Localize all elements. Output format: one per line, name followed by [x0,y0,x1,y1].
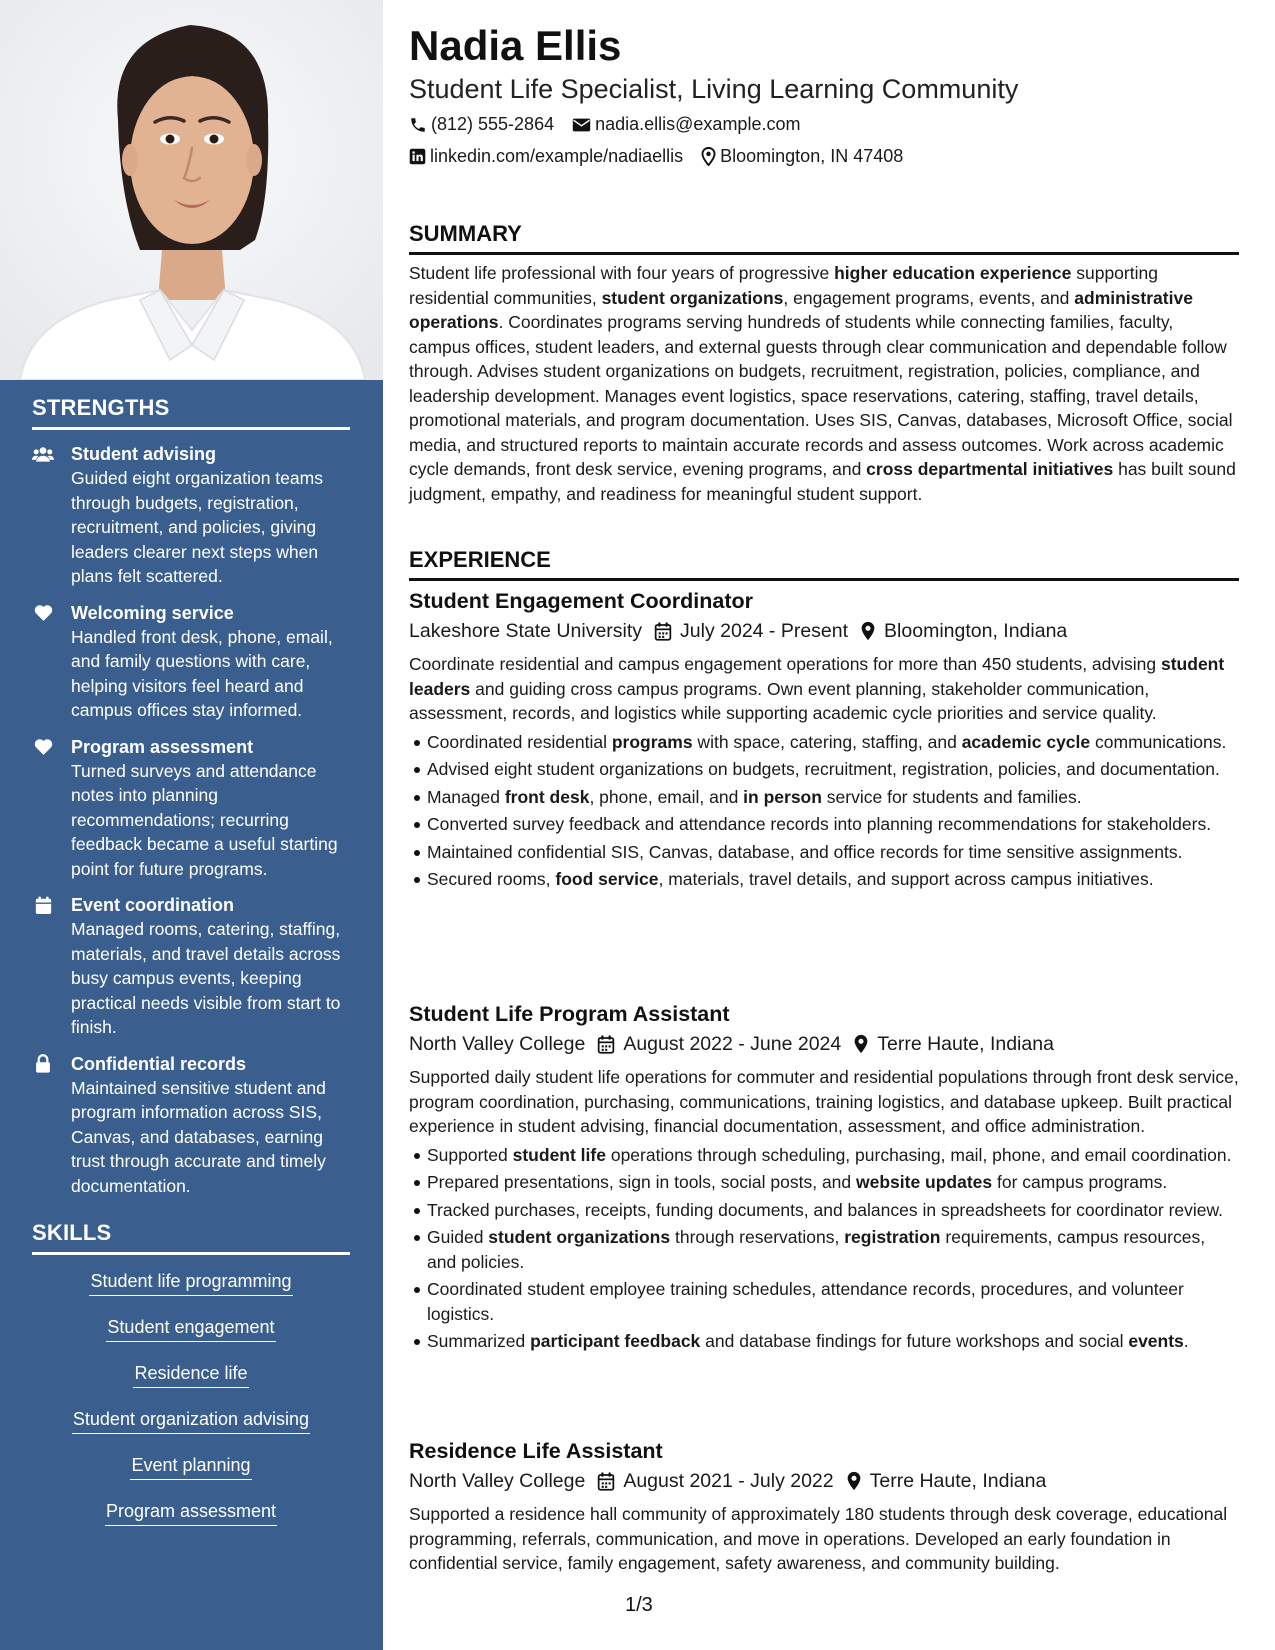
bullet-item: Maintained confidential SIS, Canvas, database, and office records for time sensitive assignments. [427,840,1239,865]
strength-item [32,735,350,882]
contact-email[interactable] [572,114,800,135]
calendar-icon [654,622,672,641]
bullet-item: Coordinated residential programs with space, catering, staffing, and academic cycle communications. [427,730,1239,755]
portrait-illustration [0,0,383,380]
job-description: Coordinate residential and campus engagement operations for more than 450 students, advising student leaders and guiding cross campus programs. Own event planning, stakeholder communication, assessment, records, and logistics while supporting academic cycle priorities and service quality. [409,654,1225,723]
heart-icon [32,737,54,757]
strength-item [32,442,350,589]
linkedin-icon [409,148,426,165]
strengths-section [32,395,350,1198]
job-entry [409,1000,1239,1357]
contact-phone[interactable] [409,114,554,135]
contact-row-1 [409,114,818,135]
candidate-name: Nadia Ellis [409,22,622,69]
bullet-item: Supported student life operations through scheduling, purchasing, mail, phone, and email coordination. [427,1143,1239,1168]
map-pin-icon [846,1471,862,1491]
strength-item [32,601,350,723]
skill-tag[interactable]: Student life programming [89,1269,292,1296]
strength-title: Welcoming service [71,602,234,623]
contact-location [701,146,903,167]
skill-tag[interactable]: Student engagement [106,1315,275,1342]
job-location: Terre Haute, Indiana [877,1033,1054,1055]
bullet-item: Secured rooms, food service, materials, travel details, and support across campus initiatives. [427,867,1239,892]
job-organization: North Valley College [409,1033,586,1055]
bullet-item: Guided student organizations through reservations, registration requirements, campus resources, and policies. [427,1225,1239,1274]
envelope-icon [572,117,591,133]
strength-title: Program assessment [71,736,254,757]
job-dates: July 2024 - Present [680,620,849,642]
heart-icon [32,603,54,623]
contact-linkedin[interactable] [409,146,683,167]
linkedin-text: linkedin.com/example/nadiaellis [430,146,684,166]
job-bullets [409,1143,1239,1354]
job-meta [409,1031,1239,1057]
page-number: 1/3 [625,1594,653,1616]
skill-tag[interactable]: Residence life [133,1361,248,1388]
strength-description: Managed rooms, catering, staffing, materials, and travel details across busy campus events, keeping practical needs visible from start to finish. [71,919,341,1037]
bullet-item: Summarized participant feedback and database findings for future workshops and social events. [427,1329,1239,1354]
bullet-item: Coordinated student employee training schedules, attendance records, procedures, and volunteer logistics. [427,1277,1239,1326]
job-location: Bloomington, Indiana [884,620,1068,642]
job-meta [409,618,1239,644]
strength-description: Maintained sensitive student and program information across SIS, Canvas, and databases, earning trust through accurate and timely documentation. [71,1077,326,1196]
bullet-item: Advised eight student organizations on budgets, recruitment, registration, policies, and documentation. [427,757,1239,782]
job-dates: August 2022 - June 2024 [623,1033,842,1055]
strength-title: Confidential records [71,1053,247,1074]
phone-text: (812) 555-2864 [431,114,555,134]
skills-heading: SKILLS [32,1220,350,1255]
strength-description: Turned surveys and attendance notes into planning recommendations; recurring feedback became a useful starting point for future programs. [71,760,338,879]
skill-tag[interactable]: Event planning [130,1453,251,1480]
job-bullets [409,730,1239,892]
bullet-item: Managed front desk, phone, email, and in person service for students and families. [427,785,1239,810]
strengths-heading: STRENGTHS [32,395,350,430]
skills-list [32,1269,350,1545]
skill-tag[interactable]: Student organization advising [72,1407,310,1434]
job-title: Residence Life Assistant [409,1439,663,1463]
job-title: Student Engagement Coordinator [409,589,753,613]
map-pin-icon [860,621,876,641]
phone-icon [409,116,427,134]
summary-heading: SUMMARY [409,221,1239,255]
profile-photo [0,0,383,380]
job-title: Student Life Program Assistant [409,1002,730,1026]
location-text: Bloomington, IN 47408 [720,146,904,166]
bullet-item: Tracked purchases, receipts, funding documents, and balances in spreadsheets for coordinator review. [427,1198,1239,1223]
contact-row-2 [409,146,921,167]
job-organization: Lakeshore State University [409,620,643,642]
job-entry [409,1437,1239,1576]
calendar-icon [597,1035,615,1054]
summary-text: Student life professional with four years of progressive higher education experience supporting residential communities, student organizations, engagement programs, events, and administrative operations. Coordinates programs serving hundreds of students while connecting families, faculty, campus offices, student leaders, and external guests through clear communication and dependable follow through. Advises student organizations on budgets, recruitment, registration, policies, compliance, and leadership development. Manages event logistics, space reservations, catering, staffing, travel details, promotional materials, and program documentation. Uses SIS, Canvas, databases, Microsoft Office, social media, and structured reports to maintain accurate records and assess outcomes. Work across academic cycle demands, front desk service, evening programs, and cross departmental initiatives has built sound judgment, empathy, and readiness for meaningful student support. [409,263,1236,504]
calendar-icon [597,1472,615,1491]
skill-tag[interactable]: Program assessment [105,1499,277,1526]
experience-heading: EXPERIENCE [409,547,1239,581]
job-location: Terre Haute, Indiana [869,1470,1047,1492]
lock-icon [32,1054,54,1074]
strength-description: Handled front desk, phone, email, and family questions with care, helping visitors feel heard and campus offices stay informed. [71,626,333,720]
strength-description: Guided eight organization teams through budgets, registration, recruitment, and policies, giving leaders clearer next steps when plans felt scattered. [71,468,323,586]
map-pin-icon [701,147,716,166]
job-dates: August 2021 - July 2022 [623,1470,834,1492]
email-text: nadia.ellis@example.com [595,114,801,134]
strength-title: Event coordination [71,895,235,915]
calendar-icon [32,895,54,915]
job-description: Supported a residence hall community of approximately 180 students through desk coverage, educational programming, referrals, communication, and move in operations. Developed an early foundation in confidential service, family engagement, safety awareness, and community building. [409,1504,1228,1573]
strength-title: Student advising [71,444,217,464]
job-entry [409,587,1239,895]
bullet-item: Prepared presentations, sign in tools, social posts, and website updates for campus programs. [427,1170,1239,1195]
strength-item [32,893,350,1040]
job-description: Supported daily student life operations for commuter and residential populations through front desk service, program coordination, purchasing, communications, training logistics, and database upkeep. Built practical experience in student advising, financial documentation, assessment, and office administration. [409,1067,1239,1136]
users-icon [32,444,54,464]
candidate-title: Student Life Specialist, Living Learning Community [409,74,1019,104]
map-pin-icon [853,1034,869,1054]
bullet-item: Converted survey feedback and attendance records into planning recommendations for stakeholders. [427,812,1239,837]
strengths-list [32,442,350,1198]
strength-item [32,1052,350,1199]
job-meta [409,1468,1239,1494]
job-organization: North Valley College [409,1470,586,1492]
sidebar [0,0,383,1650]
skills-section [32,1220,350,1545]
